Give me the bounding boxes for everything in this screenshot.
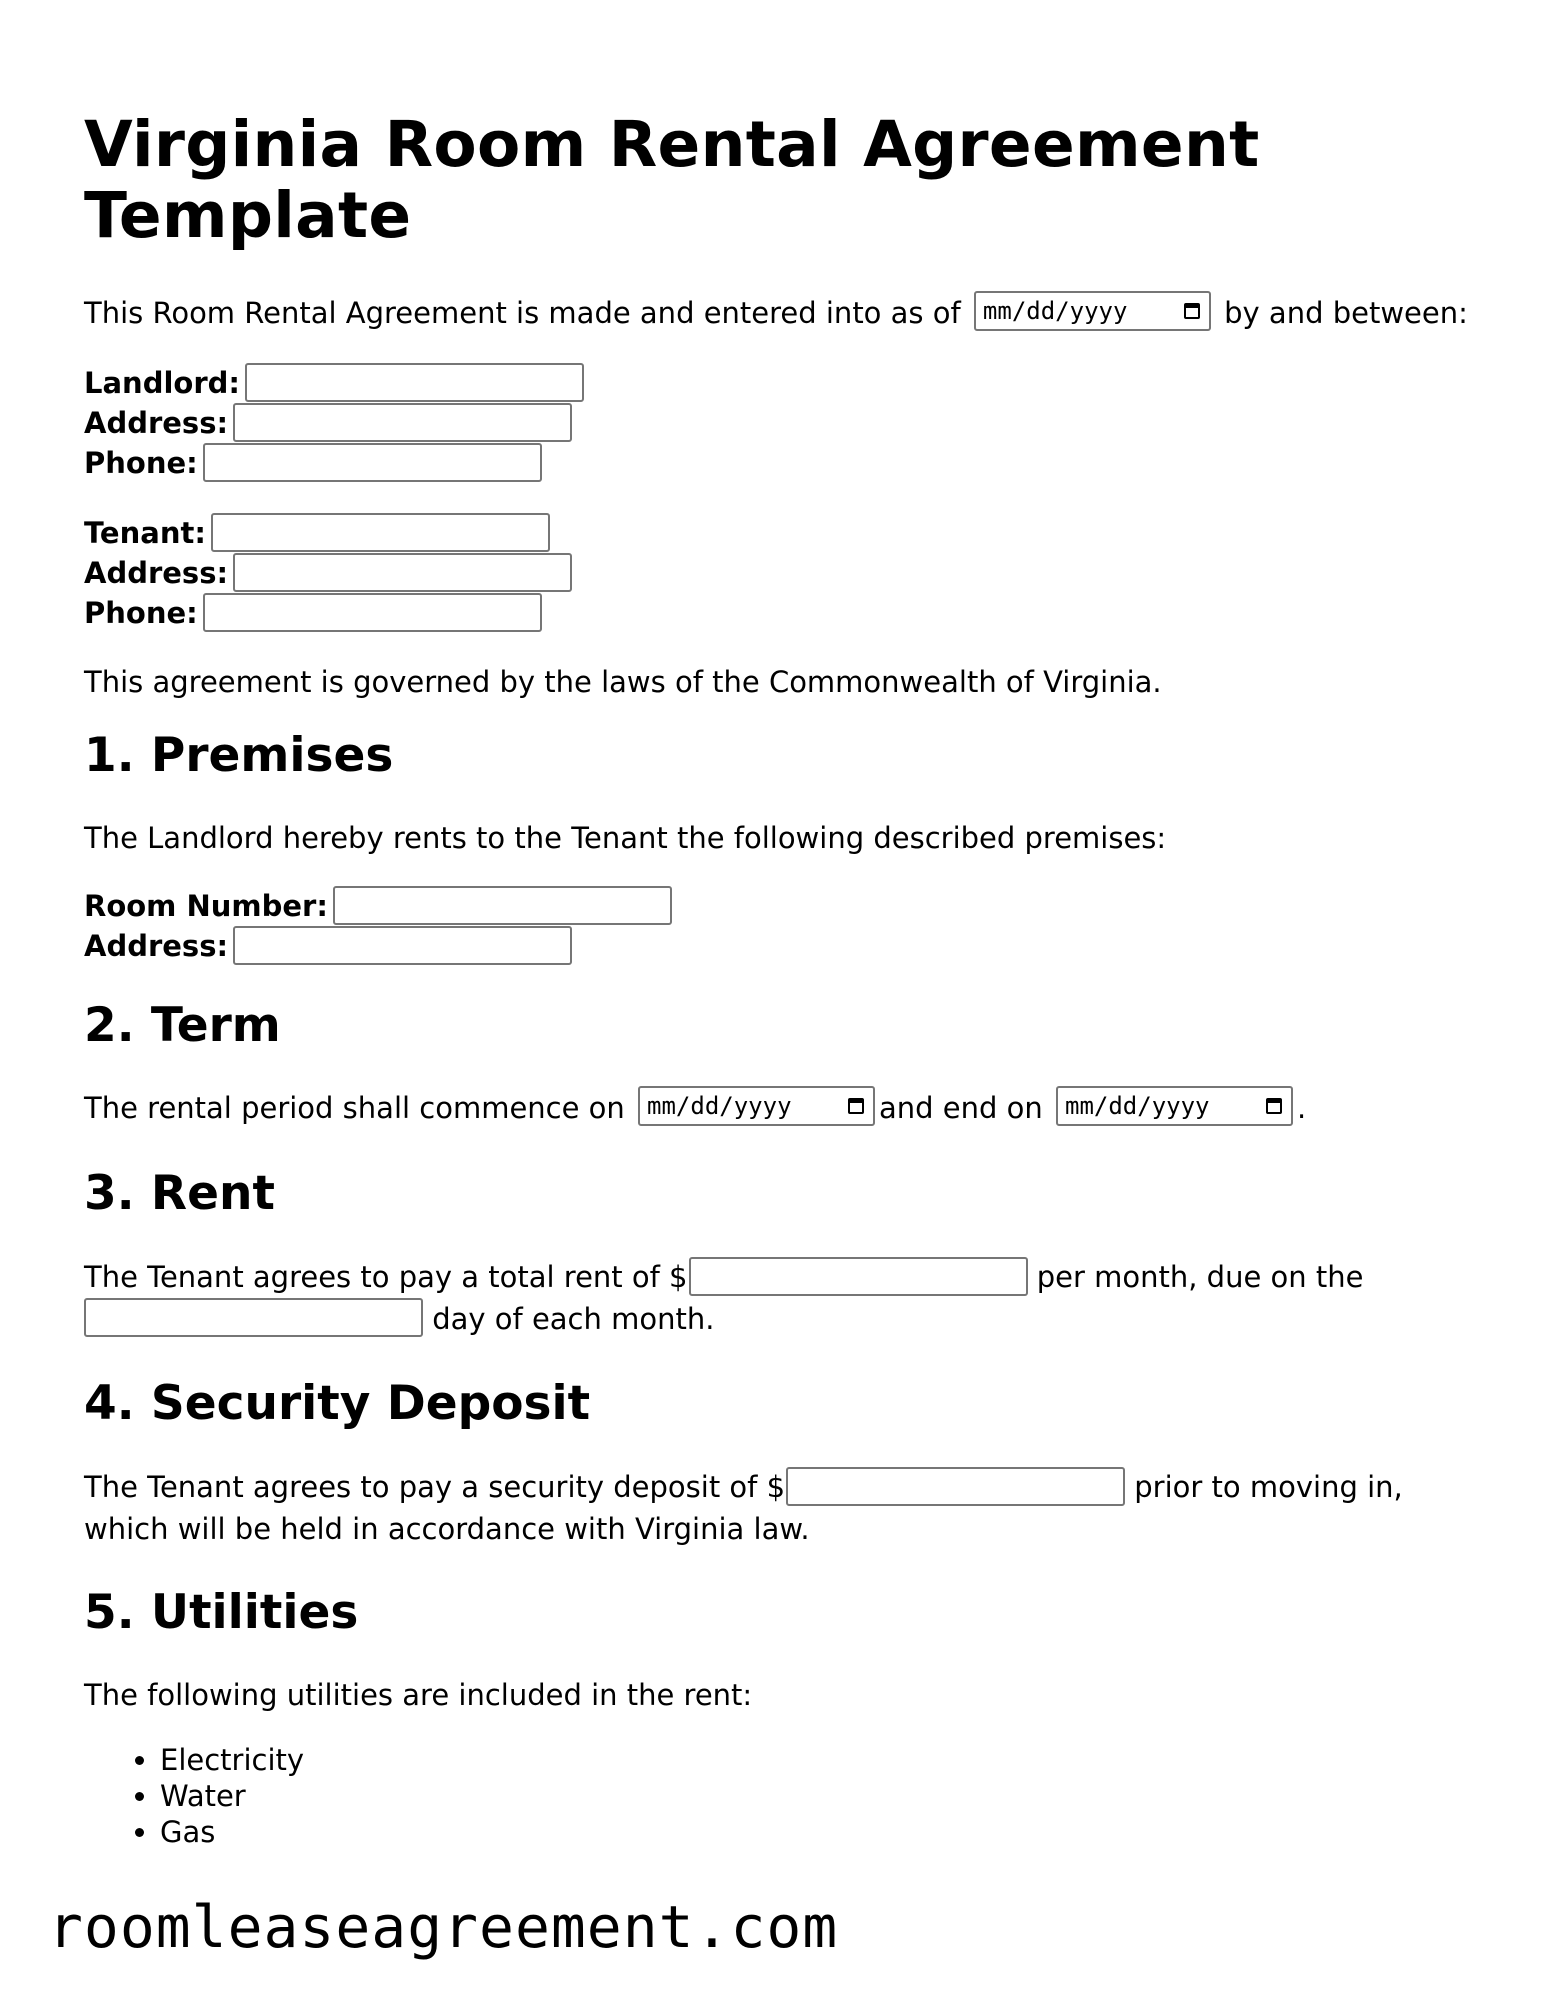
tenant-block: [84, 514, 1484, 633]
landlord-name-row: [84, 364, 1484, 403]
tenant-address-label: Address:: [84, 556, 229, 590]
term-text-middle: and end on: [879, 1091, 1043, 1125]
premises-text: The Landlord hereby rents to the Tenant the following described premises:: [84, 821, 1167, 855]
governing-law-text: This agreement is governed by the laws of the Commonwealth of Virginia.: [84, 665, 1162, 699]
room-number-row: [84, 887, 1484, 926]
term-end-date-input[interactable]: [1056, 1086, 1293, 1126]
utilities-text: The following utilities are included in the rent:: [84, 1677, 753, 1712]
agreement-date-placeholder: mm/dd/yyyy: [982, 296, 1128, 325]
list-item: • Water: [160, 1778, 1484, 1814]
deposit-amount-input[interactable]: [786, 1467, 1125, 1506]
term-text-before: The rental period shall commence on: [84, 1091, 625, 1125]
landlord-address-row: [84, 404, 1484, 443]
agreement-date-input[interactable]: [974, 291, 1211, 331]
rent-heading: 3. Rent: [84, 1166, 275, 1221]
deposit-text-before: The Tenant agrees to pay a security deposit of $: [84, 1470, 786, 1504]
tenant-name-row: [84, 514, 1484, 553]
page-title: Virginia Room Rental Agreement Template: [84, 108, 1260, 252]
utilities-heading: 5. Utilities: [84, 1584, 359, 1640]
term-end-placeholder: mm/dd/yyyy: [1065, 1091, 1210, 1120]
tenant-address-input[interactable]: [233, 553, 572, 592]
landlord-name-input[interactable]: [245, 363, 584, 402]
intro-text-before: This Room Rental Agreement is made and entered into as of: [84, 296, 961, 330]
tenant-phone-input[interactable]: [203, 593, 542, 632]
term-heading: 2. Term: [84, 998, 281, 1053]
premises-address-input[interactable]: [233, 926, 572, 965]
premises-address-row: [84, 927, 1484, 966]
tenant-address-row: [84, 554, 1484, 593]
premises-address-label: Address:: [84, 929, 229, 963]
landlord-block: [84, 364, 1484, 483]
landlord-name-label: Landlord:: [84, 366, 240, 400]
rent-due-day-input[interactable]: [84, 1298, 423, 1337]
rent-text-middle: per month, due on the: [1036, 1260, 1364, 1294]
list-item: • Gas: [160, 1814, 1484, 1850]
term-start-placeholder: mm/dd/yyyy: [647, 1091, 792, 1120]
list-item: • Electricity: [160, 1742, 1484, 1778]
rent-text-after: day of each month.: [432, 1301, 715, 1336]
deposit-text-after: prior to moving in, which will be held in accordance with Virginia law.: [84, 1470, 1403, 1546]
landlord-address-input[interactable]: [233, 403, 572, 442]
utilities-list: [84, 1742, 1484, 1850]
calendar-icon[interactable]: [848, 1098, 864, 1114]
calendar-icon[interactable]: [1266, 1098, 1282, 1114]
tenant-name-label: Tenant:: [84, 516, 206, 550]
premises-heading: 1. Premises: [84, 728, 394, 783]
rent-paragraph: [84, 1257, 1484, 1340]
site-watermark: roomleaseagreement.com: [48, 1893, 839, 1961]
tenant-phone-row: [84, 594, 1484, 633]
premises-block: [84, 887, 1484, 966]
intro-text-after: by and between:: [1224, 296, 1468, 330]
agreement-page: [84, 0, 1484, 1850]
room-number-input[interactable]: [333, 886, 672, 925]
landlord-address-label: Address:: [84, 406, 229, 440]
term-start-date-input[interactable]: [638, 1086, 875, 1126]
rent-amount-input[interactable]: [689, 1257, 1028, 1296]
landlord-phone-row: [84, 444, 1484, 483]
intro-paragraph: [84, 294, 1484, 335]
security-deposit-heading: 4. Security Deposit: [84, 1376, 591, 1431]
rent-text-before: The Tenant agrees to pay a total rent of $: [84, 1260, 688, 1294]
landlord-phone-input[interactable]: [203, 443, 542, 482]
deposit-paragraph: [84, 1467, 1484, 1549]
landlord-phone-label: Phone:: [84, 446, 198, 480]
calendar-icon[interactable]: [1184, 303, 1200, 319]
tenant-name-input[interactable]: [211, 513, 550, 552]
term-paragraph: [84, 1089, 1484, 1130]
room-number-label: Room Number:: [84, 889, 328, 923]
tenant-phone-label: Phone:: [84, 596, 198, 630]
term-text-after: .: [1297, 1091, 1307, 1125]
